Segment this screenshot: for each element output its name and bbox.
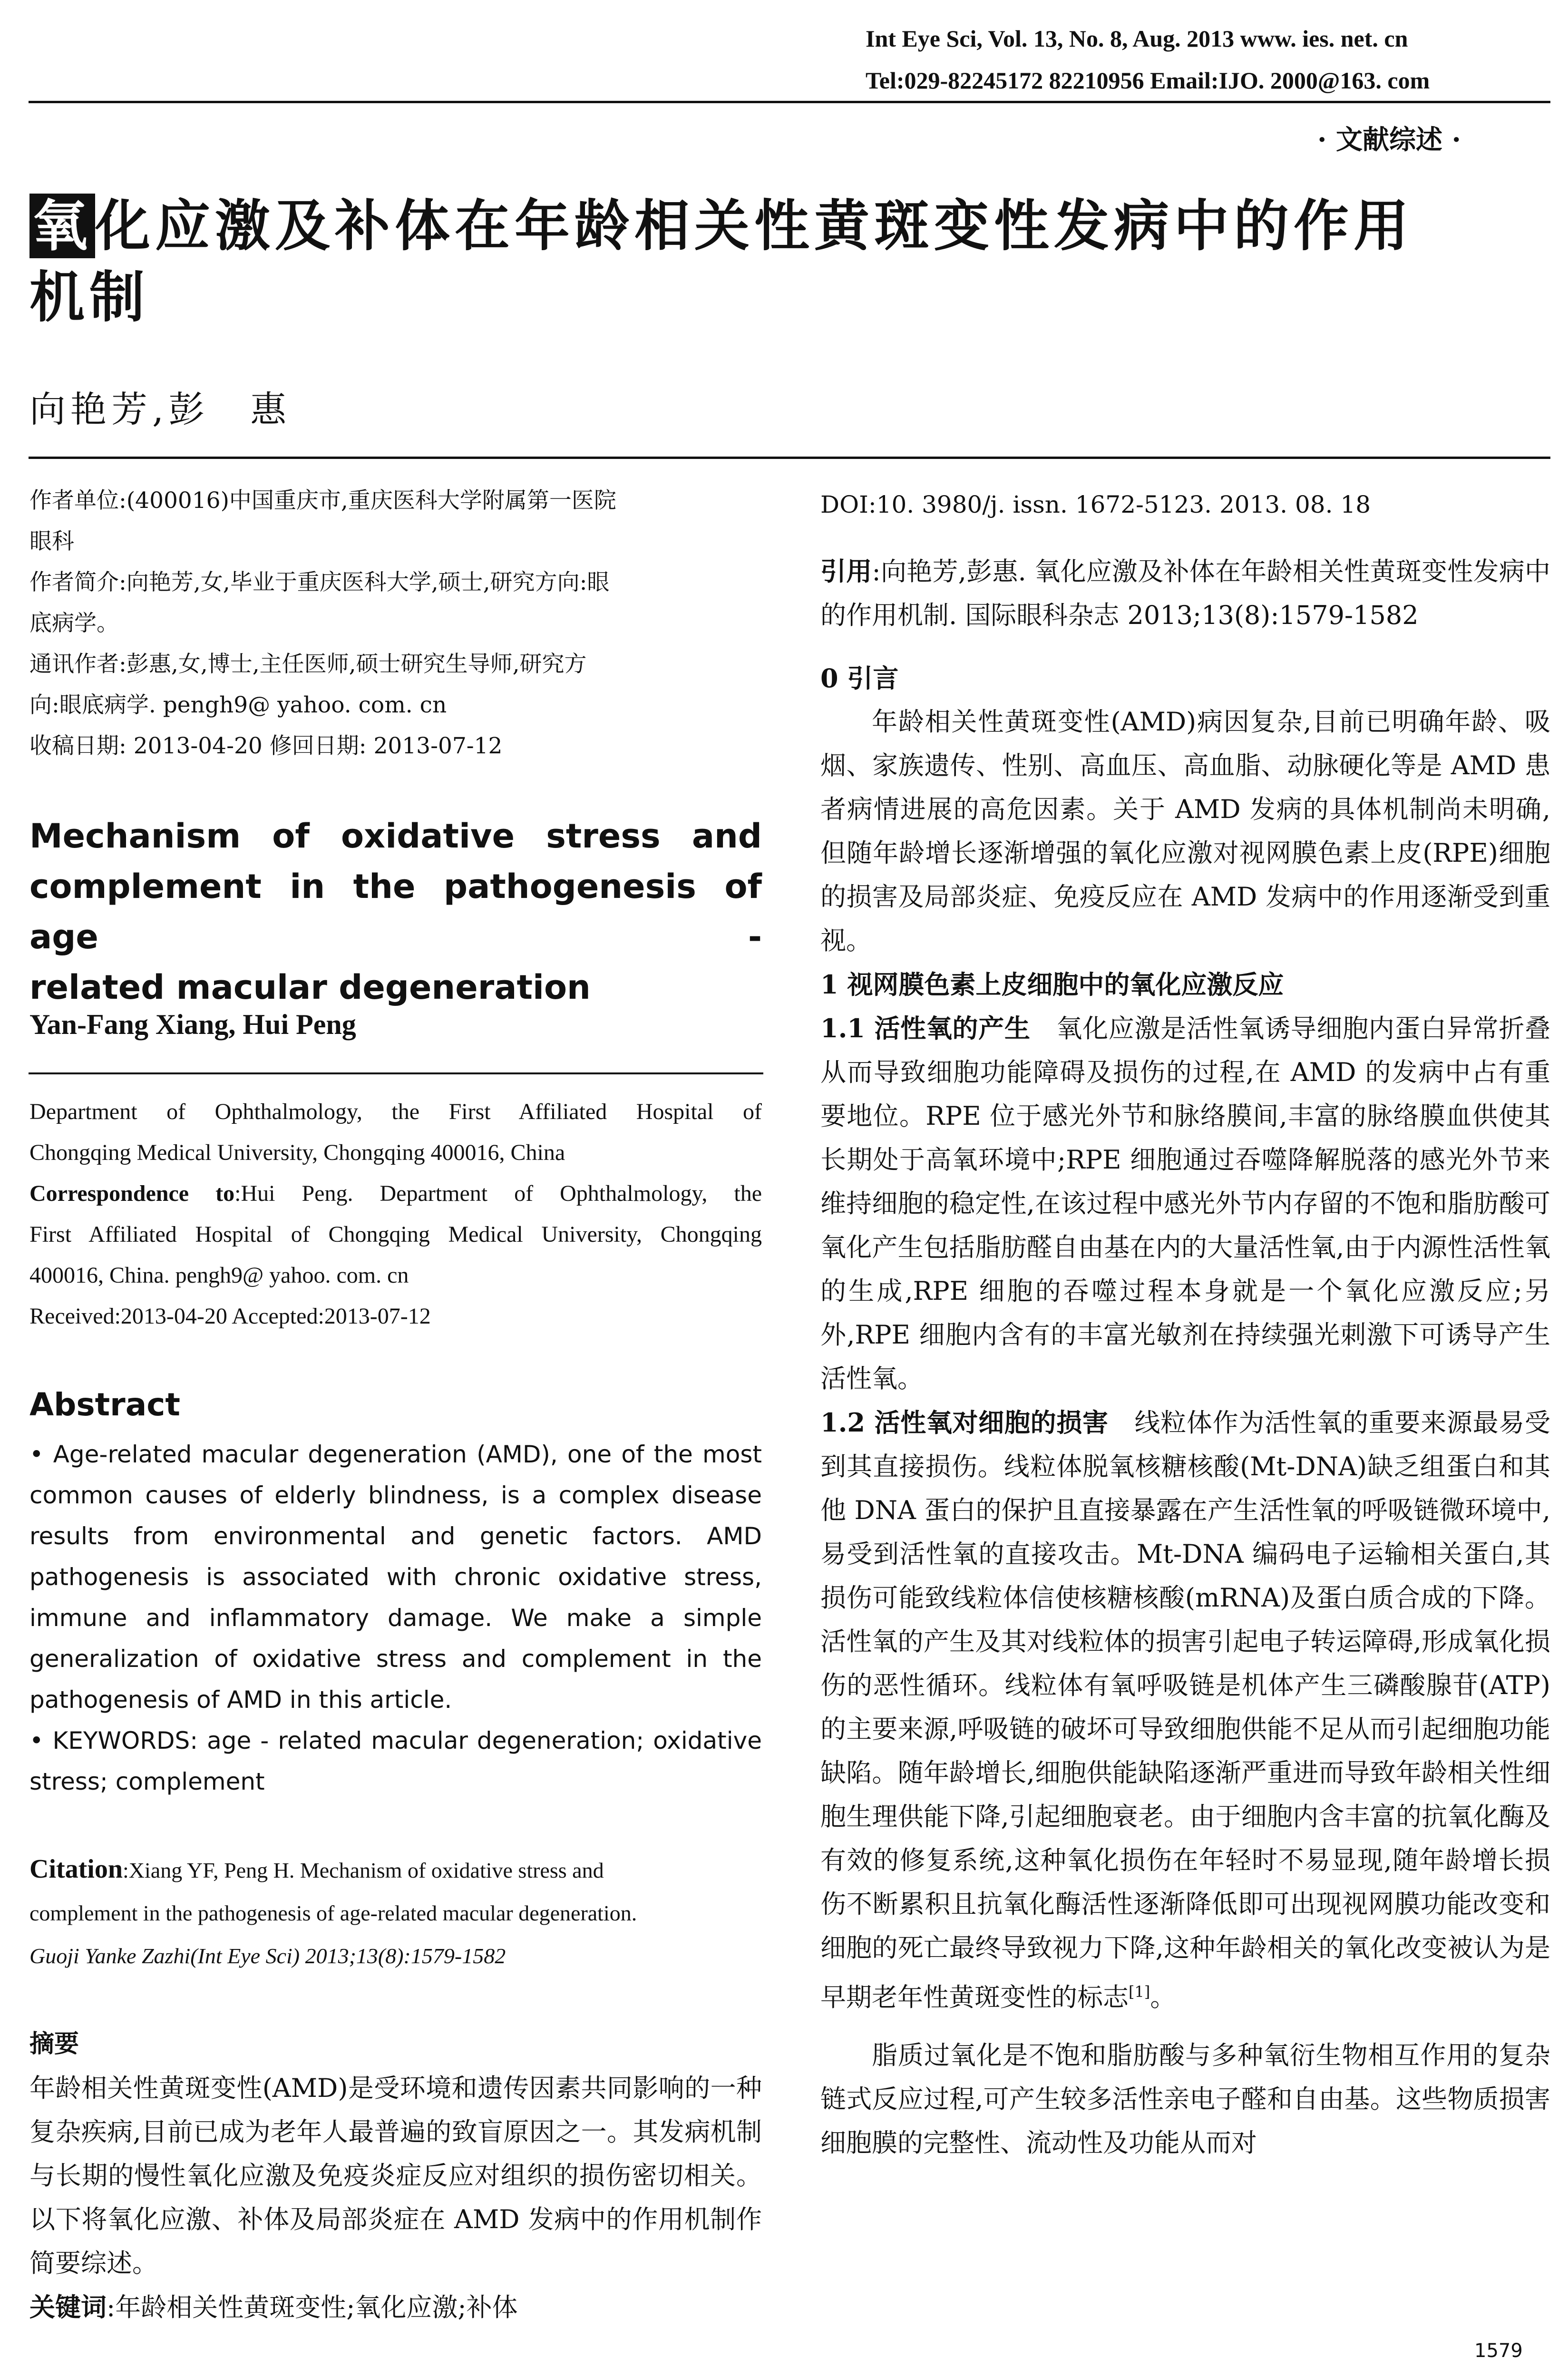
correspondence-line: First Affiliated Hospital of Chongqing Medical University, Chongqing [29, 1222, 762, 1247]
correspondence-text: :Hui Peng. Department of Ophthalmology, the [234, 1181, 762, 1206]
authors-rule [29, 457, 1550, 459]
running-header-line1: Int Eye Sci, Vol. 13, No. 8, Aug. 2013 www. ies. net. cn [866, 25, 1408, 52]
received-accepted: Received:2013-04-20 Accepted:2013-07-12 [29, 1304, 431, 1329]
info-line: 眼科 [29, 528, 74, 555]
title-line1: 化应激及补体在年龄相关性黄斑变性发病中的作用 [95, 194, 1413, 258]
section-1-heading: 1 视网膜色素上皮细胞中的氧化应激反应 [820, 969, 1284, 1000]
section-0-heading: 0 引言 [820, 663, 899, 693]
citation-label: Citation [29, 1854, 123, 1884]
correspondence-line: 400016, China. pengh9@ yahoo. com. cn [29, 1263, 409, 1288]
right-column [820, 483, 1550, 2165]
info-line: 收稿日期: 2013-04-20 修回日期: 2013-07-12 [29, 733, 503, 759]
chinese-abstract [29, 2066, 762, 2329]
header-rule [29, 101, 1550, 103]
abstract-heading: Abstract [29, 1386, 180, 1423]
cite-label: 引用 [820, 556, 872, 586]
english-title [29, 811, 762, 1013]
english-authors: Yan-Fang Xiang, Hui Peng [29, 1009, 356, 1040]
lipid-peroxidation-paragraph: 脂质过氧化是不饱和脂肪酸与多种氧衍生物相互作用的复杂链式反应过程,可产生较多活性亲电子醛和自由基。这些物质损害细胞膜的完整性、流动性及功能从而对 [820, 2040, 1550, 2158]
title-first-char: 氧 [29, 194, 95, 258]
info-line: 作者简介:向艳芳,女,毕业于重庆医科大学,硕士,研究方向:眼 [29, 569, 610, 595]
page-title [29, 190, 1551, 333]
citation-en [29, 1848, 762, 1978]
title-line2: 机制 [29, 265, 149, 330]
cite-text: :向艳芳,彭惠. 氧化应激及补体在年龄相关性黄斑变性发病中的作用机制. 国际眼科杂志 2013;13(8):1579-1582 [820, 556, 1551, 630]
dept-line: Chongqing Medical University, Chongqing 400016, China [29, 1140, 565, 1165]
running-header-line2: Tel:029-82245172 82210956 Email:IJO. 2000@163. com [866, 67, 1430, 94]
citation-line: complement in the pathogenesis of age-related macular degeneration. [29, 1901, 637, 1925]
chinese-abstract-text: 年龄相关性黄斑变性(AMD)是受环境和遗传因素共同影响的一种复杂疾病,目前已成为老年人最普遍的致盲原因之一。其发病机制与长期的慢性氧化应激及免疫炎症反应对组织的损伤密切相关。以下将氧化应激、补体及局部炎症在 AMD 发病中的作用机制作简要综述。 [29, 2073, 762, 2278]
chinese-abstract-heading: 摘要 [29, 2029, 79, 2058]
affiliation-en [29, 1091, 762, 1337]
citation-line: :Xiang YF, Peng H. Mechanism of oxidative stress and [123, 1858, 604, 1882]
section-tag: · 文献综述 · [1317, 124, 1461, 156]
doi: DOI:10. 3980/j. issn. 1672-5123. 2013. 08. 18 [820, 491, 1371, 518]
section-1-1-text: 氧化应激是活性氧诱导细胞内蛋白异常折叠从而导致细胞功能障碍及损伤的过程,在 AMD 的发病中占有重要地位。RPE 位于感光外节和脉络膜间,丰富的脉络膜血供使其长期处于高氧环境中;RPE 细胞通过吞噬降解脱落的感光外节来维持细胞的稳定性,在该过程中感光外节内存留的不饱和脂肪酸可氧化产生包括脂肪醛自由基在内的大量活性氧,由于内源性活性氧的生成,RPE 细胞的吞噬过程本身就是一个氧化应激反应;另外,RPE 细胞内含有的丰富光敏剂在持续强光刺激下可诱导产生活性氧。 [820, 1013, 1551, 1393]
section-1-2-text: 线粒体作为活性氧的重要来源最易受到其直接损伤。线粒体脱氧核糖核酸(Mt-DNA)缺乏组蛋白和其他 DNA 蛋白的保护且直接暴露在产生活性氧的呼吸链微环境中,易受到活性氧的直接攻击。Mt-DNA 编码电子运输相关蛋白,其损伤可能致线粒体信使核糖核酸(mRNA)及蛋白质合成的下降。活性氧的产生及其对线粒体的损害引起电子转运障碍,形成氧化损伤的恶性循环。线粒体有氧呼吸链是机体产生三磷酸腺苷(ATP)的主要来源,呼吸链的破坏可导致细胞供能不足从而引起细胞功能缺陷。随年龄增长,细胞供能缺陷逐渐严重进而导致年龄相关性细胞生理供能下降,引起细胞衰老。由于细胞内含丰富的抗氧化酶及有效的修复系统,这种氧化损伤在年轻时不易显现,随年龄增长损伤不断累积且抗氧化酶活性逐渐降低即可出现视网膜功能改变和细胞的死亡最终导致视力下降,这种年龄相关的氧化改变被认为是早期老年性黄斑变性的标志 [820, 1408, 1550, 2012]
info-line: 作者单位:(400016)中国重庆市,重庆医科大学附属第一医院 [29, 487, 616, 514]
info-line: 通讯作者:彭惠,女,博士,主任医师,硕士研究生导师,研究方 [29, 651, 587, 677]
abstract-paragraph: • Age-related macular degeneration (AMD), one of the most common causes of elderly blindness, is a complex disease results from environmental and genetic factors. AMD pathogenesis is associated with chronic oxidative stress, immune and inflammatory damage. We make a simple generalization of oxidative stress and complement in the pathogenesis of AMD in this article. [29, 1441, 762, 1714]
section-1-1-heading: 1.1 活性氧的产生 [820, 1013, 1031, 1043]
authors-cn: 向艳芳,彭 惠 [29, 388, 292, 430]
english-title-line: Mechanism of oxidative stress and [29, 817, 762, 856]
abstract-body [29, 1434, 762, 1802]
english-title-line: complement in the pathogenesis of age - [29, 867, 762, 956]
keywords-text: :年龄相关性黄斑变性;氧化应激;补体 [107, 2292, 518, 2322]
info-line: 底病学。 [29, 610, 119, 636]
correspondence-label: Correspondence to [29, 1181, 235, 1206]
period: 。 [1150, 1982, 1176, 2012]
author-info [29, 480, 771, 767]
page-number: 1579 [1474, 2340, 1523, 2362]
intro-paragraph: 年龄相关性黄斑变性(AMD)病因复杂,目前已明确年龄、吸烟、家族遗传、性别、高血压、高血脂、动脉硬化等是 AMD 患者病情进展的高危因素。关于 AMD 发病的具体机制尚未明确,但随年龄增长逐渐增强的氧化应激对视网膜色素上皮(RPE)细胞的损害及局部炎症、免疫反应在 AMD 发病中的作用逐渐受到重视。 [820, 707, 1550, 955]
english-title-line: related macular degeneration [29, 968, 591, 1007]
english-authors-rule [29, 1072, 763, 1074]
reference-1[interactable]: [1] [1129, 1983, 1150, 2001]
info-line: 向:眼底病学. pengh9@ yahoo. com. cn [29, 692, 447, 718]
citation-line: Guoji Yanke Zazhi(Int Eye Sci) 2013;13(8):1579-1582 [29, 1944, 506, 1968]
dept-line: Department of Ophthalmology, the First Affiliated Hospital of [29, 1099, 762, 1124]
keywords-label: 关键词 [29, 2292, 107, 2322]
section-1-2-heading: 1.2 活性氧对细胞的损害 [820, 1407, 1109, 1438]
abstract-keywords: • KEYWORDS: age - related macular degeneration; oxidative stress; complement [29, 1727, 762, 1795]
